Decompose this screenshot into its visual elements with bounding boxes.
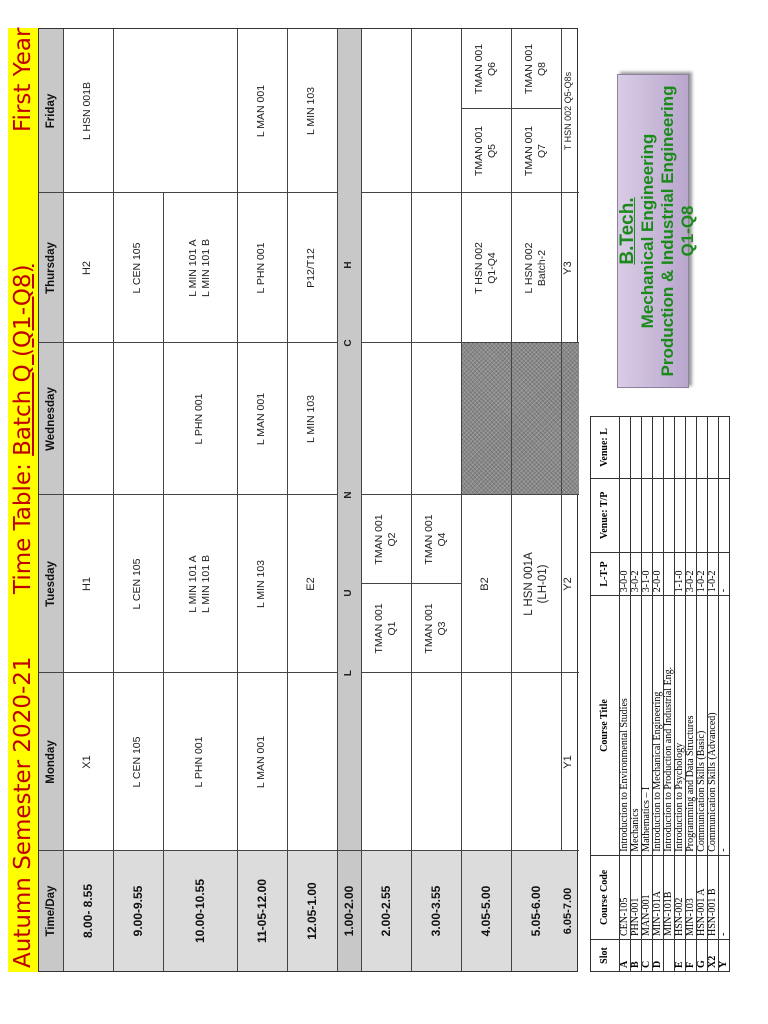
slot-cell: X2 (708, 940, 719, 972)
venue-tp-cell (719, 478, 730, 552)
col-header: Course Code (591, 855, 620, 939)
time-row: 8.00- 8.55 (63, 851, 113, 971)
slot-cell: L MAN 001 (255, 735, 268, 789)
course-row (631, 417, 642, 972)
col-header: L-T-P (591, 552, 620, 596)
slot-cell: L MIN 103 (305, 86, 318, 136)
branch-label: Production & Industrial Engineering (658, 85, 677, 377)
slot-cell: E (675, 940, 686, 972)
ltp-cell: 3-1-0 (642, 552, 653, 596)
course-row (686, 417, 697, 972)
venue-l-cell (664, 417, 675, 479)
slot-cell: L PHN 001 (193, 393, 206, 445)
slot-cell: L CEN 105 (131, 736, 144, 788)
venue-tp-cell (620, 478, 631, 552)
batch-title: Batch Q (Q1-Q8) (10, 264, 36, 456)
venue-tp-cell (664, 478, 675, 552)
time-row: 10.00-10.55 (163, 851, 237, 971)
course-row (675, 417, 686, 972)
slot-cell: TMAN 001 Q5 (472, 125, 498, 177)
time-row: 5.05-6.00 (511, 851, 561, 971)
venue-l-cell (675, 417, 686, 479)
year-title: First Year (10, 27, 36, 132)
time-row: 6.05-7.00 (561, 851, 577, 971)
lunch-letter: H (342, 261, 354, 269)
venue-l-cell (642, 417, 653, 479)
ltp-cell: 1-0-2 (697, 552, 708, 596)
slot-cell: TMAN 001 Q7 (522, 125, 548, 177)
slot-cell: Y3 (562, 261, 575, 275)
course-title-cell: Introduction to Environmental Studies (620, 596, 631, 856)
lunch-letter: L (342, 669, 354, 677)
slot-cell: L HSN 002 Batch-2 (522, 242, 548, 294)
time-row: 4.05-5.00 (461, 851, 511, 971)
venue-l-cell (686, 417, 697, 479)
header-friday: Friday (39, 29, 63, 193)
lunch-band (337, 29, 361, 851)
degree-label: B.Tech. (617, 197, 638, 265)
course-row (620, 417, 631, 972)
venue-tp-cell (708, 478, 719, 552)
venue-tp-cell (653, 478, 664, 552)
venue-tp-cell (675, 478, 686, 552)
venue-l-cell (708, 417, 719, 479)
slot-cell: L MIN 101 A L MIN 101 B (186, 239, 212, 297)
ltp-cell: 3-0-2 (631, 552, 642, 596)
course-row (708, 417, 719, 972)
course-row (664, 417, 675, 972)
ltp-cell: - (719, 552, 730, 596)
course-title-cell: Mechanics (631, 596, 642, 856)
semester-title: Autumn Semester 2020-21 (10, 656, 36, 968)
slot-cell: L MAN 001 (255, 392, 268, 446)
lunch-letter: N (342, 491, 354, 499)
slot-cell: L HSN 001B (81, 82, 94, 140)
timetable-prefix: Time Table: (10, 455, 36, 594)
timetable-title (8, 264, 38, 594)
slot-cell: L PHN 001 (255, 242, 268, 294)
venue-l-cell (719, 417, 730, 479)
ltp-cell (664, 552, 675, 596)
course-table (590, 416, 730, 972)
course-row (719, 417, 730, 972)
course-title-cell: Mathematics – I (642, 596, 653, 856)
ltp-cell: 1-1-0 (675, 552, 686, 596)
venue-tp-cell (631, 478, 642, 552)
slot-cell: Y1 (562, 755, 575, 769)
slot-cell: TMAN 001 Q1 (372, 603, 398, 654)
slot-cell: TMAN 001 Q4 (422, 514, 448, 565)
ltp-cell: 3-0-2 (686, 552, 697, 596)
course-code-cell: MIN-103 (686, 855, 697, 939)
slot-cell: C (642, 940, 653, 972)
venue-l-cell (620, 417, 631, 479)
slot-cell: L PHN 001 (193, 736, 206, 788)
slot-cell: X1 (81, 755, 94, 769)
slot-cell: P12/T12 (305, 248, 318, 288)
ltp-cell: 2-0-0 (653, 552, 664, 596)
slot-cell: L CEN 105 (131, 558, 144, 610)
slot-cell: TMAN 001 Q3 (422, 603, 448, 654)
slot-cell: L CEN 105 (131, 242, 144, 294)
slot-cell: G (697, 940, 708, 972)
grid-line (337, 29, 338, 971)
course-code-cell: MIN-101B (664, 855, 675, 939)
time-row: 1.00-2.00 (337, 851, 361, 971)
slot-cell: B (631, 940, 642, 972)
course-title-cell: - (719, 596, 730, 856)
header-time-day: Time/Day (39, 851, 63, 971)
slot-cell: F (686, 940, 697, 972)
header-wednesday: Wednesday (39, 343, 63, 495)
lunch-letter: U (342, 589, 354, 597)
header-thursday: Thursday (39, 193, 63, 343)
venue-tp-cell (697, 478, 708, 552)
batch-label: Q1-Q8 (678, 205, 697, 257)
time-row: 3.00-3.55 (411, 851, 461, 971)
col-header: Venue: T/P (591, 478, 620, 552)
course-code-cell: HSN-002 (675, 855, 686, 939)
lunch-letter: C (342, 339, 354, 347)
venue-l-cell (631, 417, 642, 479)
course-title-cell: Communication Skills (Basic) (697, 596, 708, 856)
col-header: Course Title (591, 596, 620, 856)
venue-tp-cell (686, 478, 697, 552)
course-code-cell: - (719, 855, 730, 939)
slot-cell (664, 940, 675, 972)
slot-cell: L MIN 103 (305, 394, 318, 444)
course-code-cell: HSN-001 B (708, 855, 719, 939)
course-code-cell: MIN-101A (653, 855, 664, 939)
col-header: Venue: L (591, 417, 620, 479)
time-row: 9.00-9.55 (113, 851, 163, 971)
header-tuesday: Tuesday (39, 495, 63, 673)
course-row (697, 417, 708, 972)
slot-cell: T HSN 002 Q1-Q4 (472, 242, 498, 294)
ltp-cell: 1-0-2 (708, 552, 719, 596)
slot-cell: L MIN 103 (255, 559, 268, 609)
slot-cell: A (620, 940, 631, 972)
slot-cell: TMAN 001 Q2 (372, 514, 398, 565)
slot-cell: TMAN 001 Q6 (472, 43, 498, 95)
course-code-cell: PHN-001 (631, 855, 642, 939)
slot-cell: TMAN 001 Q8 (522, 43, 548, 95)
timetable (38, 28, 578, 972)
slot-cell: L MAN 001 (255, 84, 268, 138)
course-code-cell: CEN-105 (620, 855, 631, 939)
slot-cell: Y (719, 940, 730, 972)
slot-cell: Y2 (562, 577, 575, 591)
slot-cell: L HSN 001A (LH-01) (522, 552, 549, 616)
program-box (617, 74, 697, 388)
slot-cell: H1 (81, 576, 94, 592)
course-title-cell: Programming and Data Structures (686, 596, 697, 856)
course-code-cell: HSN-001 A (697, 855, 708, 939)
course-title-cell: Introduction to Psychology (675, 596, 686, 856)
slot-cell: L MIN 101 A L MIN 101 B (186, 555, 212, 613)
time-row: 12.05-1.00 (287, 851, 337, 971)
course-title-cell: Introduction to Mechanical Engineering (653, 596, 664, 856)
time-row: 2.00-2.55 (361, 851, 411, 971)
header-monday: Monday (39, 673, 63, 851)
course-code-cell: MAN-001 (642, 855, 653, 939)
course-title-cell: Communication Skills (Advanced) (708, 596, 719, 856)
col-header: Slot (591, 940, 620, 972)
branch-label: Mechanical Engineering (638, 133, 657, 329)
course-row (642, 417, 653, 972)
course-table-header (591, 417, 620, 972)
venue-l-cell (653, 417, 664, 479)
venue-l-cell (697, 417, 708, 479)
venue-tp-cell (642, 478, 653, 552)
slot-cell: E2 (305, 577, 318, 591)
course-row (653, 417, 664, 972)
ltp-cell: 3-0-0 (620, 552, 631, 596)
slot-cell: H2 (81, 260, 94, 276)
course-title-cell: Introduction to Production and Industrial Eng. (664, 596, 675, 856)
slot-cell: B2 (479, 577, 492, 591)
slot-cell: T HSN 002 Q5-Q8s (563, 71, 574, 151)
time-row: 11-05-12.00 (237, 851, 287, 971)
title-bar (8, 28, 38, 972)
slot-cell: D (653, 940, 664, 972)
